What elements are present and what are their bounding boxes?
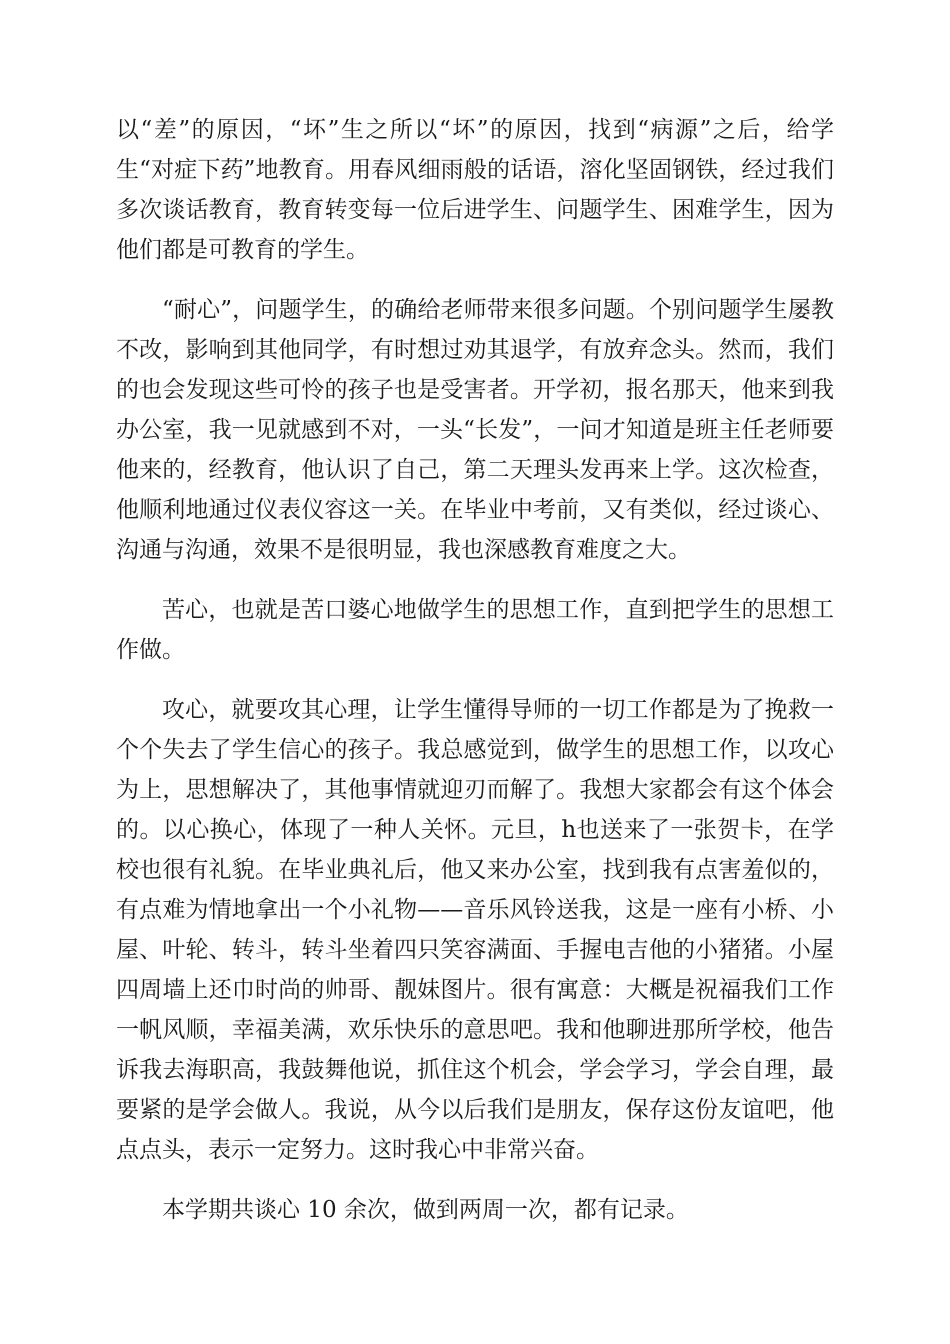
paragraph-continued: 以“差”的原因，“坏”生之所以“坏”的原因，找到“病源”之后，给学生“对症下药”地教育。用春风细雨般的话语，溶化坚固钢铁，经过我们多次谈话教育，教育转变每一位后进学生、问题学生、困难学生，因为他们都是可教育的学生。 bbox=[116, 117, 834, 263]
paragraph-patience: “耐心”，问题学生，的确给老师带来很多问题。个别问题学生屡教不改，影响到其他同学，有时想过劝其退学，有放弃念头。然而，我们的也会发现这些可怜的孩子也是受害者。开学初，报名那天，他来到我办公室，我一见就感到不对，一头“长发”，一问才知道是班主任老师要他来的，经教育，他认识了自己，第二天理头发再来上学。这次检查，他顺利地通过仪表仪容这一关。在毕业中考前，又有类似，经过谈心、沟通与沟通，效果不是很明显，我也深感教育难度之大。 bbox=[116, 297, 834, 563]
paragraph-bitter-heart: 苦心，也就是苦口婆心地做学生的思想工作，直到把学生的思想工作做。 bbox=[116, 597, 834, 663]
body-text bbox=[116, 110, 834, 1250]
paragraph-attack-heart: 攻心，就要攻其心理，让学生懂得导师的一切工作都是为了挽救一个个失去了学生信心的孩子。我总感觉到，做学生的思想工作，以攻心为上，思想解决了，其他事情就迎刃而解了。我想大家都会有这个体会的。以心换心，体现了一种人关怀。元旦，h也送来了一张贺卡，在学校也很有礼貌。在毕业典礼后，他又来办公室，找到我有点害羞似的，有点难为情地拿出一个小礼物——音乐风铃送我，这是一座有小桥、小屋、叶轮、转斗，转斗坐着四只笑容满面、手握电吉他的小猪猪。小屋四周墙上还巾时尚的帅哥、靓妹图片。很有寓意：大概是祝福我们工作一帆风顺，幸福美满，欢乐快乐的意思吧。我和他聊进那所学校，他告诉我去海职高，我鼓舞他说，抓住这个机会，学会学习，学会自理，最要紧的是学会做人。我说，从今以后我们是朋友，保存这份友谊吧，他点点头，表示一定努力。这时我心中非常兴奋。 bbox=[116, 697, 834, 1163]
paragraph-summary: 本学期共谈心 10 余次，做到两周一次，都有记录。 bbox=[162, 1197, 689, 1223]
